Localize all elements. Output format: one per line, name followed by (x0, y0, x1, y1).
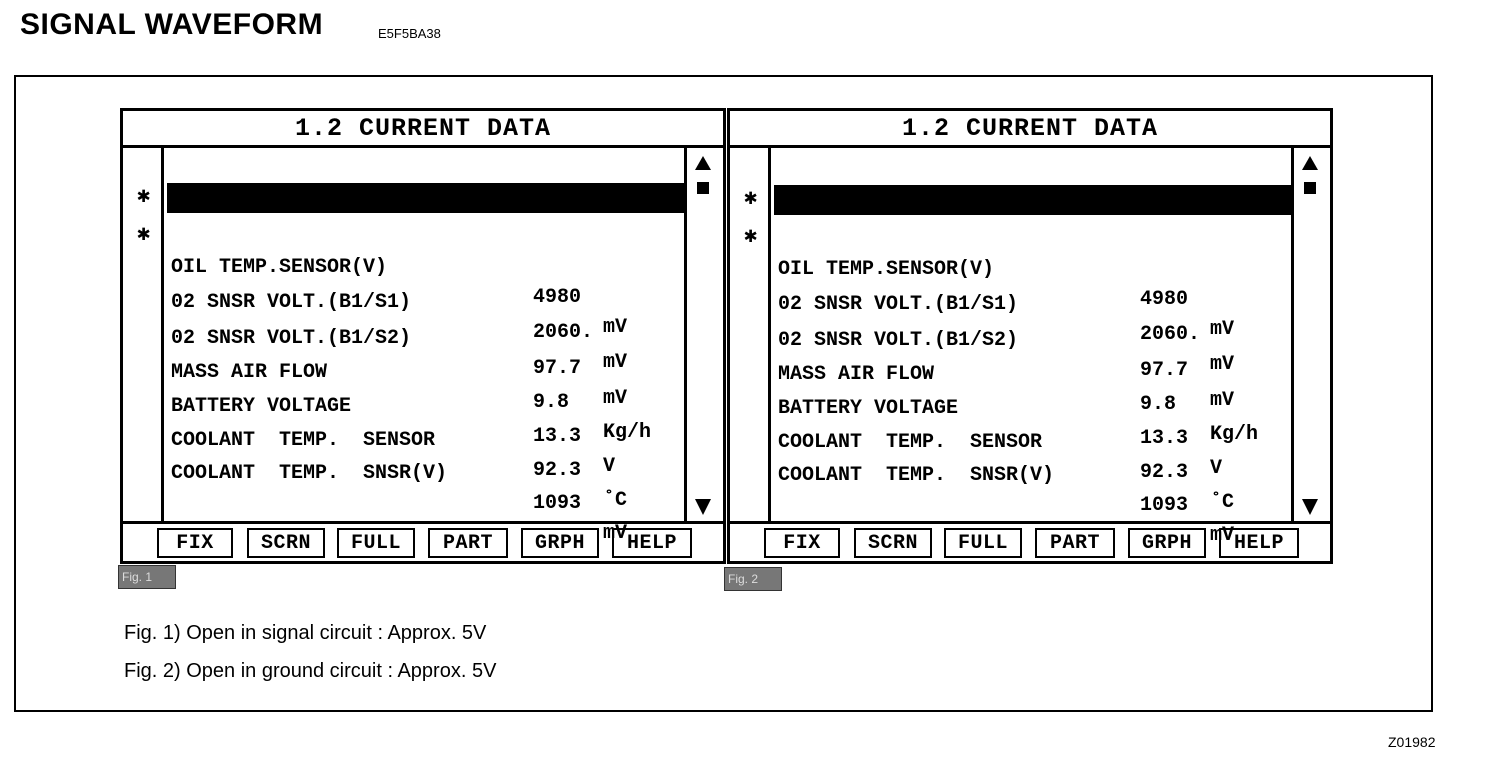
row-unit: V (603, 455, 616, 478)
row-name: COOLANT TEMP. SNSR(V) (171, 462, 448, 485)
row-value: 4980 (1140, 288, 1189, 311)
row-name: OIL TEMP.SENSOR (778, 218, 978, 242)
row-value: 92.3 (533, 459, 582, 482)
row-name: 02 SNSR VOLT.(B1/S2) (171, 327, 412, 350)
scrn-button[interactable]: SCRN (854, 528, 932, 558)
row-unit: mV (1210, 318, 1235, 341)
mark-asterisk: ✱ (744, 186, 758, 211)
mark-asterisk: ✱ (744, 224, 758, 249)
figure-label: Fig. 1 (118, 565, 176, 589)
row-name: 02 SNSR VOLT.(B1/S1) (171, 291, 412, 314)
row-unit: ˚C (603, 276, 629, 300)
fix-button[interactable]: FIX (764, 528, 840, 558)
row-unit: Kg/h (1210, 423, 1259, 446)
document-code: E5F5BA38 (378, 26, 441, 41)
row-unit: mV (1210, 524, 1235, 547)
part-button[interactable]: PART (428, 528, 508, 558)
mark-asterisk: ✱ (137, 184, 151, 209)
row-value: 9.8 (1140, 393, 1177, 416)
square-icon[interactable] (1304, 182, 1316, 194)
figure-code: Z01982 (1388, 734, 1436, 750)
row-name: BATTERY VOLTAGE (778, 397, 959, 420)
row-unit: ˚C (1210, 491, 1235, 514)
triangle-down-icon[interactable] (695, 499, 711, 515)
row-name: COOLANT TEMP. SNSR(V) (778, 464, 1055, 487)
row-name: MASS AIR FLOW (171, 361, 328, 384)
row-name: OIL TEMP.SENSOR(V) (778, 258, 995, 281)
row-value: 9.8 (533, 391, 570, 414)
current-data-screen-2 (727, 108, 1333, 564)
row-name: MASS AIR FLOW (778, 363, 935, 386)
row-unit: mV (603, 351, 628, 374)
row-unit: Kg/h (603, 421, 652, 444)
full-button[interactable]: FULL (337, 528, 415, 558)
row-unit: V (1210, 457, 1223, 480)
screen-title: 1.2 CURRENT DATA (730, 111, 1330, 148)
row-value: 75.0 (1140, 248, 1185, 272)
row-unit: ˚C (603, 489, 628, 512)
row-value: 4980 (533, 286, 582, 309)
row-value: 97.7 (533, 357, 582, 380)
triangle-up-icon[interactable] (1302, 156, 1318, 170)
row-value: 75.0 (533, 246, 578, 270)
row-value: 2060. (1140, 323, 1201, 346)
scrollbar[interactable] (684, 148, 723, 521)
row-value: 1093 (533, 492, 582, 515)
help-button[interactable]: HELP (612, 528, 692, 558)
square-icon[interactable] (697, 182, 709, 194)
caption-note: Fig. 2) Open in ground circuit : Approx. 5V (124, 660, 497, 682)
part-button[interactable]: PART (1035, 528, 1115, 558)
row-value: 13.3 (1140, 427, 1189, 450)
row-unit: mV (1210, 389, 1235, 412)
row-name: BATTERY VOLTAGE (171, 395, 352, 418)
scrn-button[interactable]: SCRN (247, 528, 325, 558)
grph-button[interactable]: GRPH (521, 528, 599, 558)
triangle-down-icon[interactable] (1302, 499, 1318, 515)
row-name: 02 SNSR VOLT.(B1/S1) (778, 293, 1019, 316)
page-title: SIGNAL WAVEFORM (20, 8, 324, 41)
fix-button[interactable]: FIX (157, 528, 233, 558)
scrollbar[interactable] (1291, 148, 1330, 521)
row-value: 13.3 (533, 425, 582, 448)
row-unit: mV (603, 387, 628, 410)
row-name: COOLANT TEMP. SENSOR (778, 431, 1043, 454)
help-button[interactable]: HELP (1219, 528, 1299, 558)
full-button[interactable]: FULL (944, 528, 1022, 558)
grph-button[interactable]: GRPH (1128, 528, 1206, 558)
current-data-screen-1 (120, 108, 726, 564)
row-unit: mV (603, 522, 628, 545)
row-name: OIL TEMP.SENSOR(V) (171, 256, 388, 279)
caption-note: Fig. 1) Open in signal circuit : Approx. 5V (124, 622, 487, 644)
row-value: 97.7 (1140, 359, 1189, 382)
screen-title: 1.2 CURRENT DATA (123, 111, 723, 148)
row-name: OIL TEMP.SENSOR (171, 216, 371, 240)
triangle-up-icon[interactable] (695, 156, 711, 170)
row-unit: mV (603, 316, 628, 339)
row-value: 92.3 (1140, 461, 1189, 484)
row-name: COOLANT TEMP. SENSOR (171, 429, 436, 452)
mark-asterisk: ✱ (137, 222, 151, 247)
row-unit: mV (1210, 353, 1235, 376)
figure-label: Fig. 2 (724, 567, 782, 591)
row-name: 02 SNSR VOLT.(B1/S2) (778, 329, 1019, 352)
row-unit: ˚C (1210, 278, 1236, 302)
row-value: 1093 (1140, 494, 1189, 517)
row-value: 2060. (533, 321, 594, 344)
